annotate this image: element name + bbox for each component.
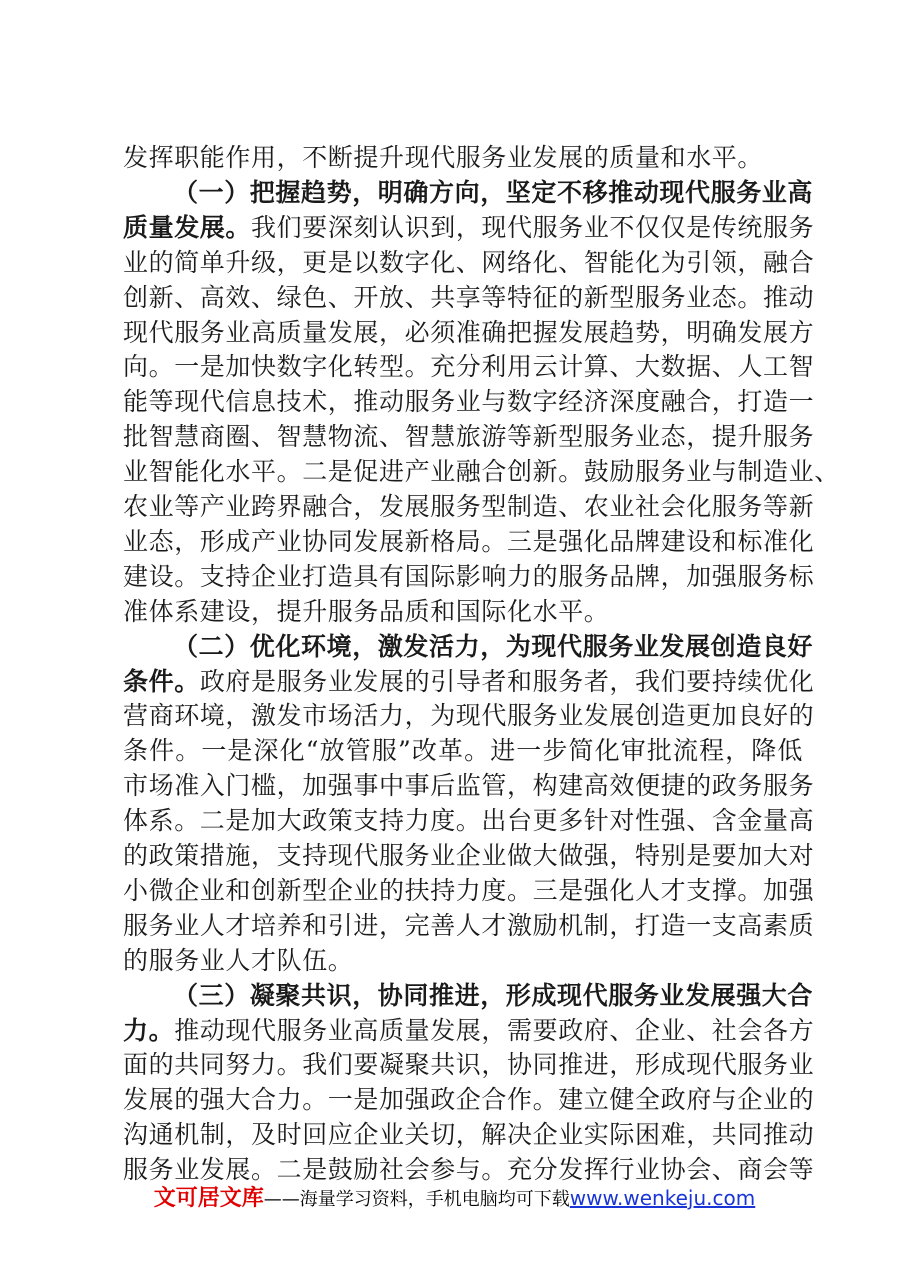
body-text: 营商环境，激发市场活力，为现代服务业发展创造更加良好的 — [123, 701, 815, 731]
footer-link[interactable]: www.wenkeju.com — [569, 1186, 756, 1210]
body-text: 的服务业人才队伍。 — [123, 945, 354, 975]
body-text: 创新、高效、绿色、开放、共享等特征的新型服务业态。推动 — [123, 282, 815, 312]
footer-brand: 文可居文库 — [153, 1186, 264, 1211]
body-text: 发挥职能作用，不断提升现代服务业发展的质量和水平。 — [123, 143, 764, 172]
body-text: 推动现代服务业高质量发展，需要政府、企业、社会各方 — [174, 1015, 815, 1045]
body-text: 的政策措施，支持现代服务业企业做大做强，特别是要加大对 — [123, 841, 815, 870]
body-text: 能等现代信息技术，推动服务业与数字经济深度融合，打造一 — [123, 387, 815, 417]
body-text: 小微企业和创新型企业的扶持力度。三是强化人才支撑。加强 — [123, 875, 815, 905]
body-text: 服务业人才培养和引进，完善人才激励机制，打造一支高素质 — [123, 910, 815, 940]
body-text: 条件。一是深化“放管服”改革。进一步简化审批流程，降低 — [123, 736, 803, 766]
footer-description: ——海量学习资料，手机电脑均可下载 — [263, 1189, 570, 1210]
body-text: 业智能化水平。二是促进产业融合创新。鼓励服务业与制造业、 — [123, 457, 840, 487]
body-text: 业态，形成产业协同发展新格局。三是强化品牌建设和标准化 — [123, 526, 815, 556]
body-text: 我们要深刻认识到，现代服务业不仅仅是传统服务 — [251, 212, 815, 242]
body-text: 体系。二是加大政策支持力度。出台更多针对性强、含金量高 — [123, 806, 815, 836]
footer-banner — [0, 1178, 909, 1218]
body-text: 发展的强大合力。一是加强政企合作。建立健全政府与企业的 — [123, 1085, 815, 1115]
bold-text: 条件。 — [123, 666, 200, 696]
bold-text: 力。 — [123, 1015, 175, 1045]
body-text: 向。一是加快数字化转型。充分利用云计算、大数据、人工智 — [123, 352, 815, 382]
body-text: 批智慧商圈、智慧物流、智慧旅游等新型服务业态，提升服务 — [123, 422, 815, 452]
body-text: 建设。支持企业打造具有国际影响力的服务品牌，加强服务标 — [123, 561, 815, 591]
body-text: 现代服务业高质量发展，必须准确把握发展趋势，明确发展方 — [123, 317, 815, 347]
body-text: 准体系建设，提升服务品质和国际化水平。 — [123, 596, 610, 626]
body-text: 农业等产业跨界融合，发展服务型制造、农业社会化服务等新 — [123, 492, 815, 521]
bold-text: （一）把握趋势，明确方向，坚定不移推动现代服务业高 — [173, 177, 814, 207]
bold-text: （二）优化环境，激发活力，为现代服务业发展创造良好 — [173, 631, 814, 661]
bold-text: （三）凝聚共识，协同推进，形成现代服务业发展强大合 — [173, 980, 814, 1010]
body-text: 面的共同努力。我们要凝聚共识，协同推进，形成现代服务业 — [123, 1050, 815, 1080]
body-text: 业的简单升级，更是以数字化、网络化、智能化为引领，融合 — [123, 247, 815, 277]
body-text: 政府是服务业发展的引导者和服务者，我们要持续优化 — [199, 666, 815, 696]
body-text: 沟通机制，及时回应企业关切，解决企业实际困难，共同推动 — [123, 1120, 815, 1150]
body-text: 服务业发展。二是鼓励社会参与。充分发挥行业协会、商会等 — [123, 1155, 815, 1185]
body-text: 市场准入门槛，加强事中事后监管，构建高效便捷的政务服务 — [123, 771, 815, 801]
bold-text: 质量发展。 — [123, 212, 252, 242]
